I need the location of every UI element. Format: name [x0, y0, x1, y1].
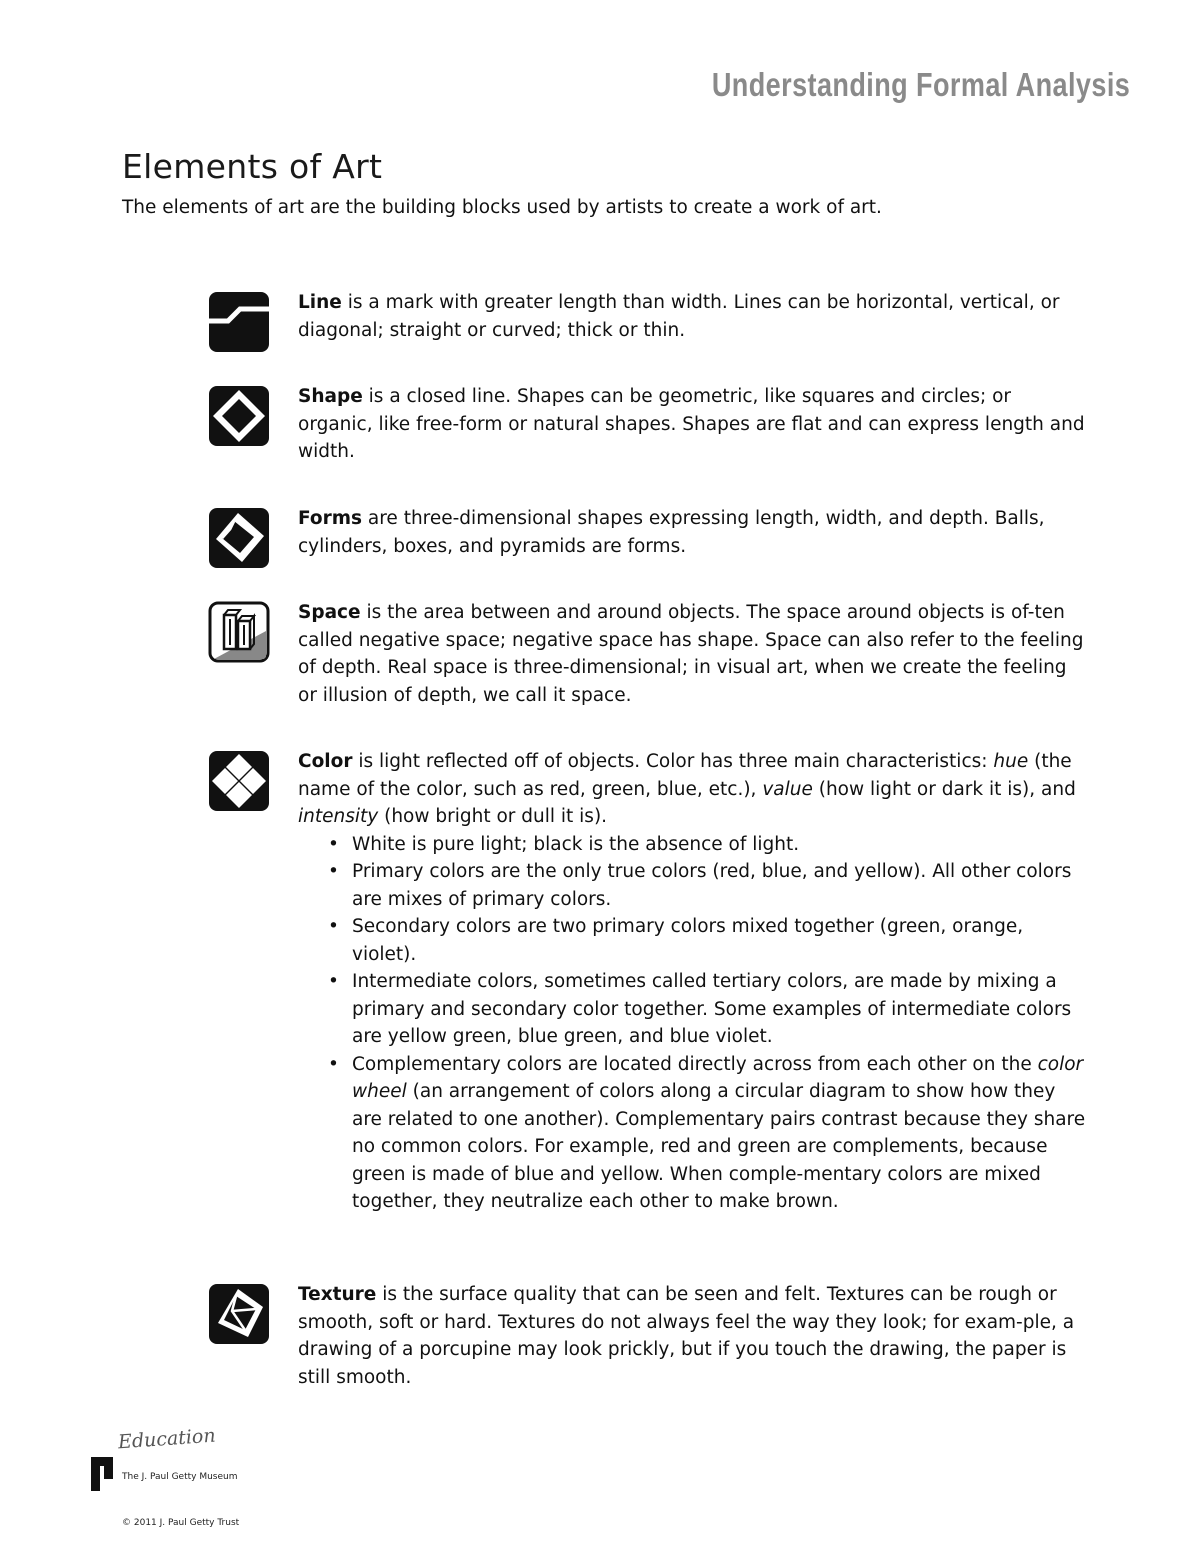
element-form — [208, 505, 1088, 560]
line-icon — [208, 291, 270, 353]
shape-icon — [208, 385, 270, 447]
element-line-description: Line is a mark with greater length than width. Lines can be horizontal, vertical, or diagonal; straight or curved; thick or thin. — [298, 292, 1060, 341]
space-icon — [208, 601, 270, 663]
list-item: • Intermediate colors, sometimes called tertiary colors, are made by mixing a primary and secondary color together. Some examples of intermediate colors are yellow green, blue green, and blue violet. — [352, 968, 1088, 1051]
element-texture-term: Texture — [298, 1284, 377, 1305]
list-item: • Secondary colors are two primary colors mixed together (green, orange, violet). — [352, 913, 1088, 968]
element-space-description: Space is the area between and around objects. The space around objects is of-ten called negative space; negative space has shape. Space can also refer to the feeling of depth. Real space is three-dimensional; in visual art, when we create the feeling or illusion of depth, we call it space. — [298, 602, 1084, 706]
color-icon — [208, 750, 270, 812]
texture-icon — [208, 1283, 270, 1345]
value-term: value — [762, 778, 813, 800]
element-color — [208, 748, 1088, 1216]
element-line-term: Line — [298, 292, 342, 313]
element-form-term: Forms — [298, 508, 363, 529]
copyright: © 2011 J. Paul Getty Trust — [122, 1518, 240, 1528]
list-item: • White is pure light; black is the absence of light. — [352, 831, 1088, 859]
element-form-description: Forms are three-dimensional shapes expressing length, width, and depth. Balls, cylinders, boxes, and pyramids are forms. — [298, 508, 1045, 557]
element-space-term: Space — [298, 602, 361, 623]
museum-name: The J. Paul Getty Museum — [122, 1472, 238, 1482]
hue-term: hue — [993, 751, 1029, 772]
element-shape-term: Shape — [298, 386, 363, 407]
header-title: Understanding Formal Analysis — [711, 66, 1130, 103]
form-icon — [208, 507, 270, 569]
element-shape-description: Shape is a closed line. Shapes can be geometric, like squares and circles; or organic, like free-form or natural shapes. Shapes are flat and can express length and width. — [298, 386, 1085, 462]
element-line — [208, 289, 1088, 344]
element-color-description: Color is light reflected off of objects. Color has three main characteristics: hue (the name of the color, such as red, green, blue, etc.), value (how light or dark it is), and intensity (how bright or dull it is). — [298, 751, 1076, 827]
element-space — [208, 599, 1088, 709]
page-title: Elements of Art — [122, 147, 383, 186]
element-shape — [208, 383, 1088, 466]
education-label: Education — [117, 1424, 217, 1454]
getty-logo-icon — [91, 1457, 113, 1491]
intro-text: The elements of art are the building blocks used by artists to create a work of art. — [122, 197, 882, 218]
intensity-term: intensity — [298, 806, 379, 827]
element-color-term: Color — [298, 751, 353, 772]
list-item: • Complementary colors are located directly across from each other on the color wheel (an arrangement of colors along a circular diagram to show how they are related to one another). Complementary pairs contrast because they share no common colors. For example, red and green are complements, because green is made of blue and yellow. When comple-mentary colors are mixed together, they neutralize each other to make brown. — [352, 1051, 1088, 1216]
list-item: • Primary colors are the only true colors (red, blue, and yellow). All other colors are mixes of primary colors. — [352, 858, 1088, 913]
color-wheel-term: color wheel — [352, 1053, 1084, 1102]
color-bullet-list — [298, 831, 1088, 1216]
element-texture — [208, 1281, 1088, 1391]
element-texture-description: Texture is the surface quality that can be seen and felt. Textures can be rough or smooth, soft or hard. Textures do not always feel the way they look; for exam-ple, a drawing of a porcupine may look prickly, but if you touch the drawing, the paper is still smooth. — [298, 1284, 1075, 1388]
